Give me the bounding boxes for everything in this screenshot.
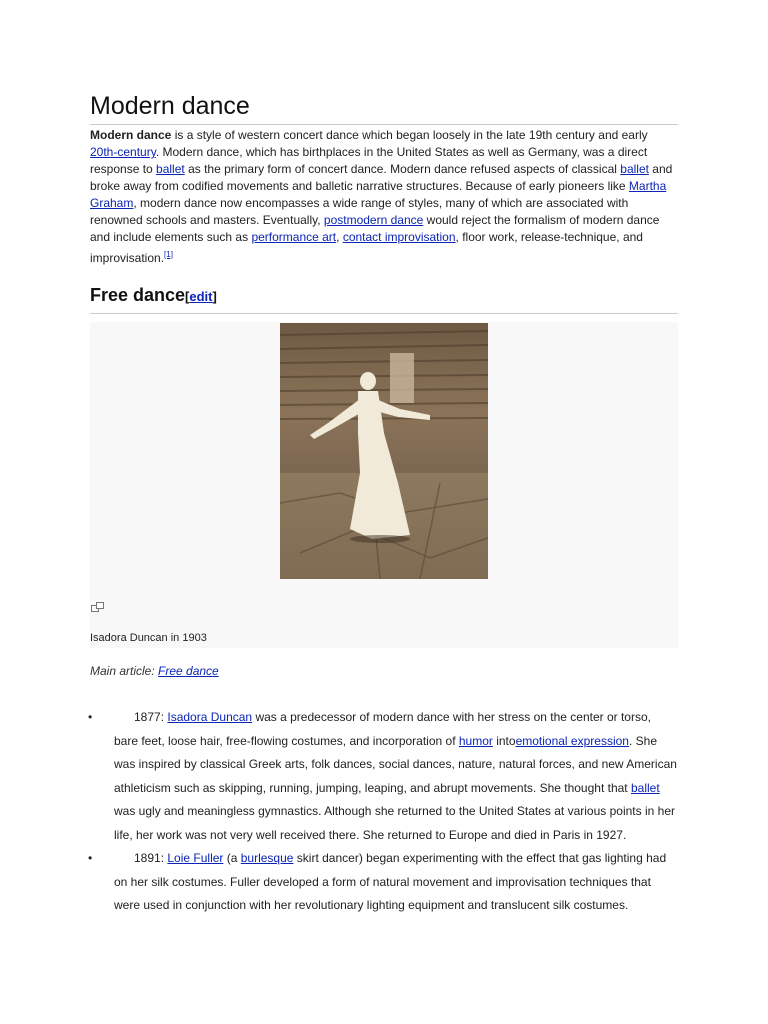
page-title: Modern dance xyxy=(90,90,678,125)
intro-text: . Modern dance, which has birthplaces in the United States as well as Germany, was a direct response to xyxy=(90,145,648,176)
list-item xyxy=(88,847,678,918)
link-contact-improvisation[interactable]: contact improvisation xyxy=(342,230,456,244)
link-burlesque[interactable]: burlesque xyxy=(240,851,294,865)
thumbnail-figure xyxy=(90,322,678,648)
section-title: Free dance xyxy=(90,285,186,305)
intro-text: and broke away from codified movements and balletic narrative structures. Because of early pioneers like xyxy=(90,162,673,193)
intro-bold-term: Modern dance xyxy=(90,128,172,142)
enlarge-icon[interactable] xyxy=(91,600,105,618)
magnify-icon-glyph xyxy=(91,601,105,613)
item-text: . She was inspired by classical Greek arts, folk dances, social dances, nature, natural forces, and new American athleticism such as skipping, running, jumping, leaping, and abrupt movements. She thought that xyxy=(114,733,677,795)
intro-text: as the primary form of concert dance. Modern dance refused aspects of classical xyxy=(184,162,621,176)
item-text: (a xyxy=(223,851,241,865)
section-heading xyxy=(90,283,678,314)
intro-text: , xyxy=(336,230,343,244)
link-martha-graham[interactable]: Martha Graham xyxy=(90,179,667,210)
link-20th-century[interactable]: 20th-century xyxy=(90,145,156,159)
isadora-duncan-photo[interactable] xyxy=(280,323,488,579)
link-performance-art[interactable]: performance art xyxy=(251,230,337,244)
link-emotional-expression[interactable]: emotional expression xyxy=(515,733,629,748)
edit-bracket: [ xyxy=(185,289,190,304)
link-ballet[interactable]: ballet xyxy=(156,162,185,176)
image-caption: Isadora Duncan in 1903 xyxy=(90,632,207,644)
intro-text: , modern dance now encompasses a wide range of styles, many of which are associated with renowned schools and masters. Eventually, xyxy=(90,196,629,227)
link-ballet-item[interactable]: ballet xyxy=(630,780,660,795)
item-text: was ugly and meaningless gymnastics. Although she returned to the United States at various points in her life, her work was not very well received there. She returned to Europe and died in Paris in 1927. xyxy=(114,804,675,842)
bullet-marker: • xyxy=(88,851,93,865)
item-text: into xyxy=(492,733,516,748)
intro-paragraph xyxy=(90,127,678,267)
bullet-list xyxy=(88,706,678,918)
link-loie-fuller[interactable]: Loie Fuller xyxy=(167,851,224,865)
item-text: was a predecessor of modern dance with her stress on the center or torso, bare feet, loose hair, free-flowing costumes, and incorporation of xyxy=(114,710,651,748)
reference-link[interactable]: [1] xyxy=(164,250,173,259)
link-ballet-classical[interactable]: ballet xyxy=(620,162,649,176)
intro-text: , floor work, release-technique, and improvisation. xyxy=(90,230,643,265)
intro-text: is a style of western concert dance which began loosely in the late 19th century and early xyxy=(171,128,648,142)
main-article-hatnote xyxy=(90,664,678,678)
intro-text: would reject the formalism of modern dance and include elements such as xyxy=(90,213,660,244)
item-year: 1877: xyxy=(134,710,168,724)
edit-bracket: ] xyxy=(212,289,217,304)
item-year: 1891: xyxy=(134,851,168,865)
photo-illustration xyxy=(280,323,488,579)
hatnote-prefix: Main article: xyxy=(90,664,159,678)
link-postmodern-dance[interactable]: postmodern dance xyxy=(323,213,424,227)
link-humor[interactable]: humor xyxy=(458,733,493,748)
bullet-marker: • xyxy=(88,710,93,724)
article xyxy=(90,90,678,918)
edit-section-link[interactable]: edit xyxy=(189,289,213,304)
list-item xyxy=(88,706,678,847)
item-text: skirt dancer) began experimenting with the effect that gas lighting had on her silk costumes. Fuller developed a form of natural movement and improvisation techniques that were used in conjunction with her revolutionary lighting equipment and translucent silk costumes. xyxy=(114,851,667,912)
link-free-dance[interactable]: Free dance xyxy=(158,664,219,678)
link-isadora-duncan[interactable]: Isadora Duncan xyxy=(167,710,253,724)
